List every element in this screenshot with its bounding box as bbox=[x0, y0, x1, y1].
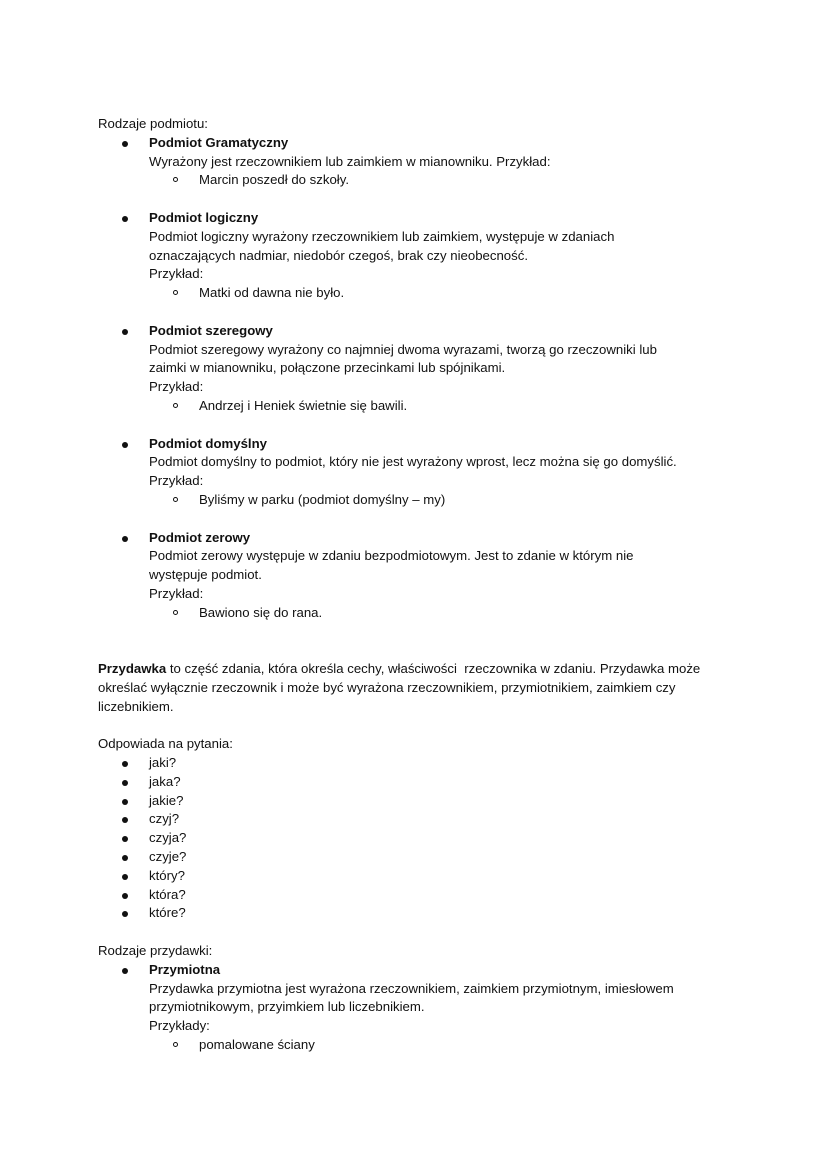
subject-type-description: Wyrażony jest rzeczownikiem lub zaimkiem w mianowniku. Przykład: bbox=[149, 153, 551, 169]
subject-type-example: Matki od dawna nie było. bbox=[98, 284, 738, 303]
attribute-type-title: Przymiotna bbox=[98, 961, 738, 980]
subject-type-example: Andrzej i Heniek świetnie się bawili. bbox=[98, 397, 738, 416]
list-item: czyja? bbox=[98, 829, 738, 848]
subject-type-logical bbox=[98, 209, 738, 303]
document-page bbox=[98, 115, 738, 1055]
bullet-circle-icon bbox=[173, 1042, 178, 1047]
bullet-dot-icon bbox=[122, 141, 128, 147]
attribute-type-example: pomalowane ściany bbox=[98, 1036, 738, 1055]
bullet-circle-icon bbox=[173, 403, 178, 408]
subject-type-grammatical bbox=[98, 134, 738, 190]
bullet-dot-icon bbox=[122, 799, 128, 805]
bullet-dot-icon bbox=[122, 216, 128, 222]
subject-type-description: zaimki w mianowniku, połączone przecinkami lub spójnikami. bbox=[149, 360, 506, 376]
attribute-type-description: Przydawka przymiotna jest wyrażona rzeczownikiem, zaimkiem przymiotnym, imiesłowem bbox=[149, 980, 674, 996]
subject-type-title: Podmiot szeregowy bbox=[98, 322, 738, 341]
bullet-dot-icon bbox=[122, 536, 128, 542]
subject-heading: Rodzaje podmiotu: bbox=[98, 116, 208, 131]
subject-type-title: Podmiot Gramatyczny bbox=[98, 134, 738, 153]
example-label: Przykład: bbox=[149, 585, 204, 601]
bullet-circle-icon bbox=[173, 290, 178, 295]
attribute-definition bbox=[98, 660, 738, 716]
list-item: czyj? bbox=[98, 810, 738, 829]
subject-type-example: Byliśmy w parku (podmiot domyślny – my) bbox=[98, 491, 738, 510]
subject-type-description: Podmiot logiczny wyrażony rzeczownikiem lub zaimkiem, występuje w zdaniach bbox=[149, 228, 615, 244]
subject-type-example: Bawiono się do rana. bbox=[98, 604, 738, 623]
list-item: która? bbox=[98, 886, 738, 905]
bullet-dot-icon bbox=[122, 855, 128, 861]
bullet-dot-icon bbox=[122, 968, 128, 974]
example-label: Przykład: bbox=[149, 473, 204, 489]
spacer bbox=[98, 190, 738, 209]
definition-line: określać wyłącznie rzeczownik i może być wyrażona rzeczownikiem, przymiotnikiem, zaimkiem czy bbox=[98, 679, 676, 695]
example-label: Przykład: bbox=[149, 379, 204, 395]
bullet-dot-icon bbox=[122, 874, 128, 880]
bullet-dot-icon bbox=[122, 911, 128, 917]
spacer bbox=[98, 303, 738, 322]
spacer bbox=[98, 623, 738, 661]
subject-type-description: występuje podmiot. bbox=[149, 567, 262, 583]
bullet-dot-icon bbox=[122, 442, 128, 448]
spacer bbox=[98, 717, 738, 736]
example-label: Przykład: bbox=[149, 266, 204, 282]
subject-type-zero bbox=[98, 529, 738, 623]
definition-line: liczebnikiem. bbox=[98, 698, 174, 714]
subject-type-description: Podmiot szeregowy wyrażony co najmniej dwoma wyrazami, tworzą go rzeczowniki lub bbox=[149, 341, 657, 357]
spacer bbox=[98, 510, 738, 529]
bullet-circle-icon bbox=[173, 497, 178, 502]
bullet-dot-icon bbox=[122, 761, 128, 767]
list-item: które? bbox=[98, 904, 738, 923]
questions-list bbox=[98, 754, 738, 923]
example-label: Przykłady: bbox=[149, 1018, 210, 1034]
spacer bbox=[98, 923, 738, 942]
bullet-dot-icon bbox=[122, 893, 128, 899]
attribute-type-description: przymiotnikowym, przyimkiem lub liczebnikiem. bbox=[149, 999, 425, 1015]
spacer bbox=[98, 416, 738, 435]
bullet-dot-icon bbox=[122, 780, 128, 786]
bullet-dot-icon bbox=[122, 329, 128, 335]
subject-type-description: Podmiot domyślny to podmiot, który nie jest wyrażony wprost, lecz można się go domyślić. bbox=[149, 454, 677, 470]
bullet-circle-icon bbox=[173, 610, 178, 615]
attribute-types-heading: Rodzaje przydawki: bbox=[98, 943, 213, 959]
questions-heading: Odpowiada na pytania: bbox=[98, 736, 233, 752]
attribute-type-adjectival bbox=[98, 961, 738, 1055]
attribute-term: Przydawka bbox=[98, 661, 167, 677]
subject-type-description: Podmiot zerowy występuje w zdaniu bezpodmiotowym. Jest to zdanie w którym nie bbox=[149, 548, 634, 564]
list-item: jakie? bbox=[98, 792, 738, 811]
list-item: jaka? bbox=[98, 773, 738, 792]
subject-type-title: Podmiot logiczny bbox=[98, 209, 738, 228]
subject-type-title: Podmiot domyślny bbox=[98, 435, 738, 454]
bullet-circle-icon bbox=[173, 177, 178, 182]
subject-type-serial bbox=[98, 322, 738, 416]
bullet-dot-icon bbox=[122, 836, 128, 842]
bullet-dot-icon bbox=[122, 817, 128, 823]
definition-text: to część zdania, która określa cechy, właściwości rzeczownika w zdaniu. Przydawka może bbox=[166, 661, 701, 677]
list-item: czyje? bbox=[98, 848, 738, 867]
definition-line bbox=[98, 660, 738, 679]
list-item: jaki? bbox=[98, 754, 738, 773]
subject-type-title: Podmiot zerowy bbox=[98, 529, 738, 548]
subject-type-description: oznaczających nadmiar, niedobór czegoś, brak czy nieobecność. bbox=[149, 247, 528, 263]
subject-type-implied bbox=[98, 435, 738, 510]
subject-type-example: Marcin poszedł do szkoły. bbox=[98, 171, 738, 190]
list-item: który? bbox=[98, 867, 738, 886]
